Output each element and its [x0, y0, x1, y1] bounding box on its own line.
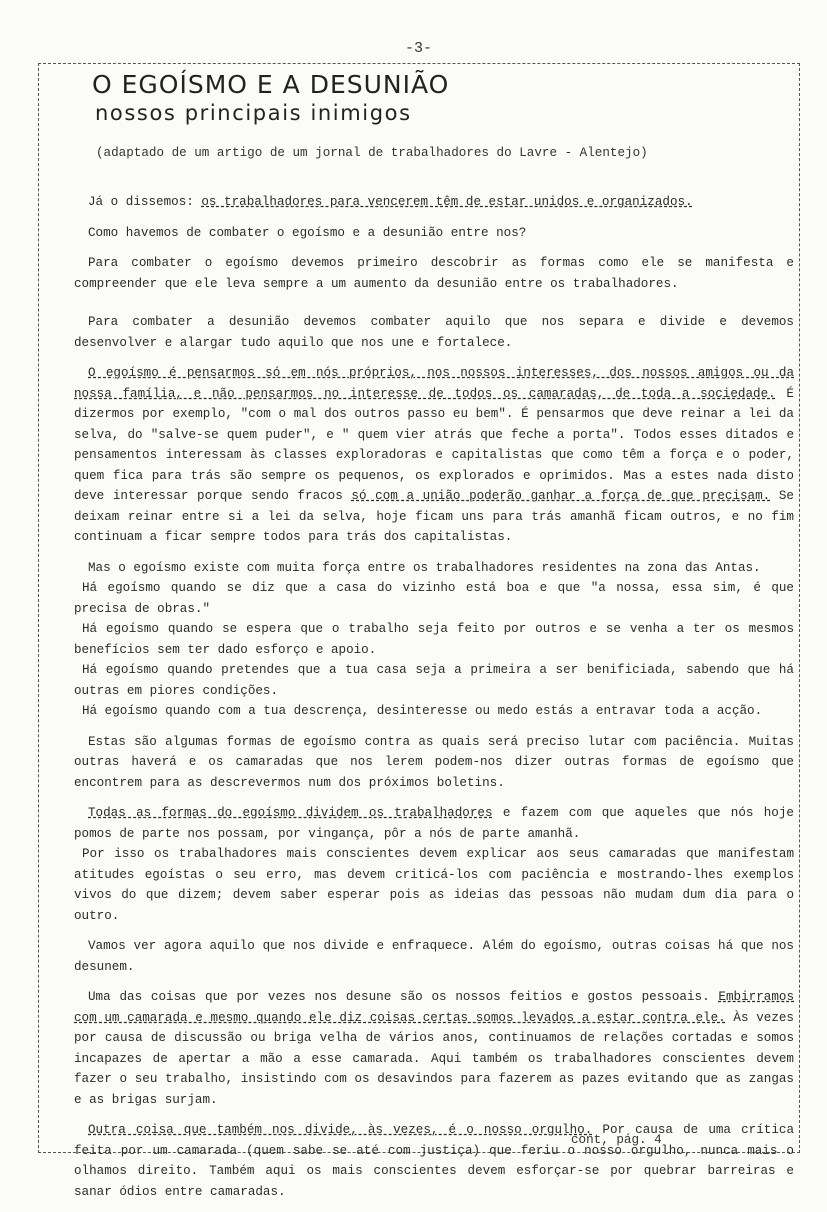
p5-underlined: O egoísmo é pensarmos só em nós próprios, nos nossos interesses, dos nossos amigos ou da nossa família, e não pensarmos no interesse de todos os camaradas, de toda a sociedade. [74, 366, 794, 401]
p10-text-b: Às vezes por causa de discussão ou briga velha de vários anos, continuamos de relações cortadas e somos incapazes de apertar a mão a esse camarada. Aqui também os trabalhadores conscientes devem fazer o seu trabalho, insistindo com os desavindos para fazerem as pazes evitando que as zangas e as brigas surjam. [74, 1010, 794, 1107]
article-body [74, 192, 794, 1212]
p11-underlined: Outra coisa que também nos divide, às vezes, é o nosso orgulho. [88, 1123, 593, 1137]
paragraph-2: Como havemos de combater o egoísmo e a desunião entre nos? [88, 225, 527, 240]
p11-text-a: Por causa de uma crítica feita por um camarada (quem sabe se até com justiça) que feriu o nosso orgulho, nunca mais o olhamos direito. Também aqui os mais conscientes devem esforçar-se por quebrar barreiras e sanar ódios entre camaradas. [74, 1123, 795, 1199]
p8-underlined: Todas as formas do egoísmo dividem os trabalhadores [88, 806, 493, 820]
p10-text-a: Uma das coisas que por vezes nos desune são os nossos feitios e gostos pessoais. [88, 990, 719, 1004]
p6-item-2: Há egoísmo quando se espera que o trabalho seja feito por outros e se venha a ter os mesmos benefícios sem ter dado esforço e apoio. [74, 622, 794, 657]
source-note: (adaptado de um artigo de um jornal de trabalhadores do Lavre - Alentejo) [96, 146, 648, 160]
p1-intro: Já o dissemos: [88, 195, 202, 209]
p5-text-b: Se deixam reinar entre si a lei da selva, hoje ficam uns para trás amanhã ficam outros, e no fim continuam a ficar sempre todos para trás dos capitalistas. [74, 489, 794, 544]
paragraph-11 [74, 1120, 794, 1202]
p6-item-1: Há egoísmo quando se diz que a casa do vizinho está boa e que "a nossa, essa sim, é que precisa de obras." [74, 581, 794, 616]
paragraph-3: Para combater o egoísmo devemos primeiro descobrir as formas como ele se manifesta e compreender que ele leva sempre a um aumento da desunião entre os trabalhadores. [74, 256, 794, 291]
p1-underlined: os trabalhadores para vencerem têm de estar unidos e organizados. [201, 195, 693, 209]
paragraph-5 [74, 363, 794, 548]
paragraph-8 [74, 803, 794, 926]
p5-text-a: É dizermos por exemplo, "com o mal dos outros passo eu bem". É pensarmos que deve reinar a lei da selva, do "salve-se quem puder", e " quem vier atrás que feche a porta". Todos esses ditados e pensamentos interessam às classes exploradoras e capitalistas que como têm a força e o poder, quem fica para trás são sempre os pequenos, os explorados e oprimidos. Mas a estes nada disto deve interessar porque sendo fracos [74, 386, 794, 503]
p6-item-4: Há egoísmo quando com a tua descrença, desinteresse ou medo estás a entravar toda a acção. [82, 704, 763, 718]
page-title: O EGOÍSMO E A DESUNIÃO [92, 70, 450, 99]
p10-underlined: Embirramos com um camarada e mesmo quando ele diz coisas certas somos levados a estar contra ele. [74, 990, 794, 1025]
paragraph-6 [74, 558, 794, 722]
p5-underlined-2: só com a união poderão ganhar a força de que precisam. [351, 489, 771, 503]
page-number: -3- [405, 40, 433, 57]
p8-text-a: e fazem com que aqueles que nós hoje pomos de parte nos possam, por vingança, pôr a nós de parte amanhã. [74, 806, 794, 841]
page-subtitle: nossos principais inimigos [95, 101, 412, 125]
paragraph-1 [74, 192, 794, 213]
continuation-note: cont, pág. 4 [571, 1133, 662, 1147]
paragraph-4: Para combater a desunião devemos combater aquilo que nos separa e divide e devemos desenvolver e alargar tudo aquilo que nos une e fortalece. [74, 315, 794, 350]
paragraph-9: Vamos ver agora aquilo que nos divide e enfraquece. Além do egoísmo, outras coisas há que nos desunem. [74, 939, 794, 974]
paragraph-10 [74, 987, 794, 1110]
p6-item-3: Há egoísmo quando pretendes que a tua casa seja a primeira a ser benificiada, sabendo que há outras em piores condições. [74, 663, 794, 698]
paragraph-7: Estas são algumas formas de egoísmo contra as quais será preciso lutar com paciência. Muitas outras haverá e os camaradas que nos lerem podem-nos dizer outras formas de egoísmo que encontrem para as descrevermos num dos próximos boletins. [74, 734, 794, 790]
p6-text: Mas o egoísmo existe com muita força entre os trabalhadores residentes na zona das Antas. [88, 560, 761, 575]
p8-text-b: Por isso os trabalhadores mais conscientes devem explicar aos seus camaradas que manifestam atitudes egoístas o seu erro, mas devem criticá-los com paciência e mostrando-lhes exemplos vivos do que dizem; devem saber esperar pois as ideias das pessoas não mudam dum dia para o outro. [74, 847, 794, 923]
